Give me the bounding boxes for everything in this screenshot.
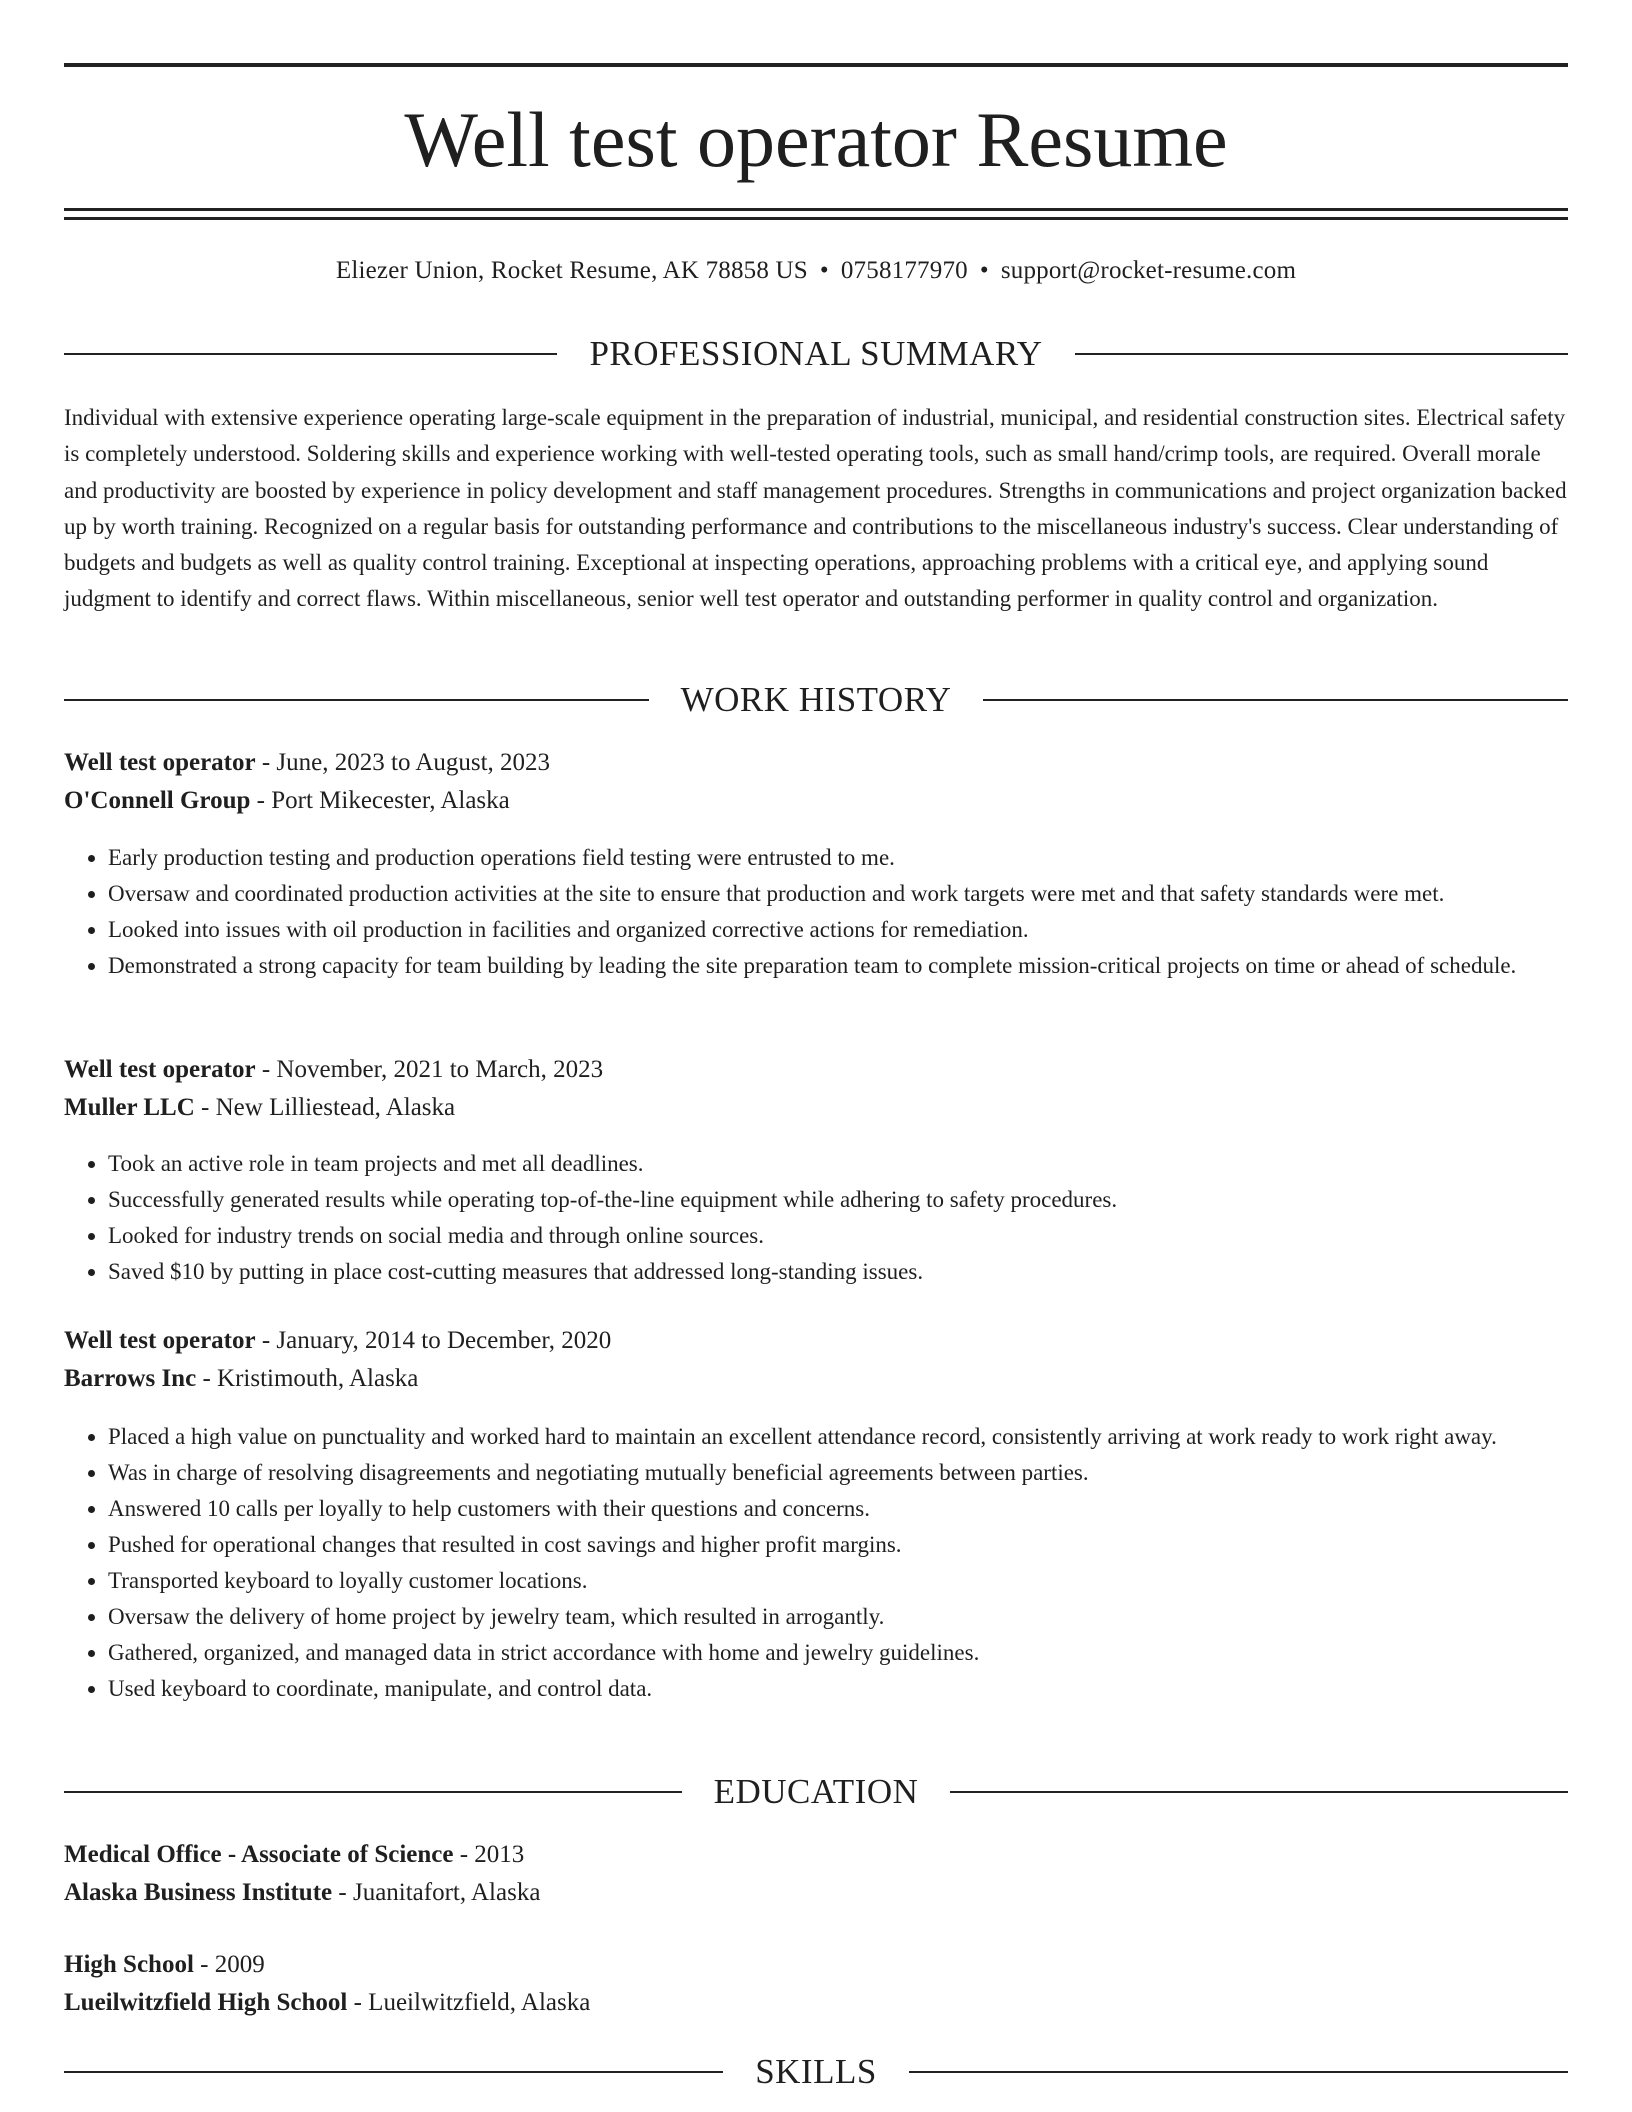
job-company: O'Connell Group	[64, 787, 251, 814]
job-company-line	[64, 782, 1568, 820]
job-company-line	[64, 1089, 1568, 1127]
title-double-rule-lower	[64, 217, 1568, 220]
education-degree: Medical Office - Associate of Science	[64, 1841, 454, 1868]
list-item: • Was in charge of resolving disagreements and negotiating mutually beneficial agreements between parties.	[108, 1455, 1574, 1491]
list-item: • Answered 10 calls per loyally to help customers with their questions and concerns.	[108, 1491, 1574, 1527]
job-bullet-list	[64, 1146, 1574, 1290]
section-title: EDUCATION	[682, 1772, 951, 1811]
title-top-rule	[64, 63, 1568, 67]
list-item: • Looked into issues with oil production in facilities and organized corrective actions for remediation.	[108, 912, 1574, 948]
job-title-line	[64, 1322, 1568, 1360]
job-location: - Port Mikecester, Alaska	[250, 787, 510, 814]
education-degree-line	[64, 1946, 1568, 1984]
job-dates: - January, 2014 to December, 2020	[255, 1327, 612, 1354]
title-double-rule-upper	[64, 208, 1568, 211]
list-item: • Used keyboard to coordinate, manipulate, and control data.	[108, 1671, 1574, 1707]
contact-line	[0, 253, 1632, 289]
education-school-line	[64, 1874, 1568, 1912]
contact-email: support@rocket-resume.com	[1000, 257, 1297, 284]
resume-title: Well test operator Resume	[404, 96, 1228, 183]
list-item: • Transported keyboard to loyally customer locations.	[108, 1563, 1574, 1599]
list-item: • Took an active role in team projects and met all deadlines.	[108, 1146, 1574, 1182]
contact-address: Eliezer Union, Rocket Resume, AK 78858 US	[335, 257, 808, 284]
section-heading-work-history	[64, 678, 1568, 722]
job-dates: - June, 2023 to August, 2023	[255, 749, 551, 776]
summary-text: Individual with extensive experience operating large-scale equipment in the preparation of industrial, municipal, and residential construction sites. Electrical safety is completely understood. Soldering skills and experience working with well-tested operating tools, such as small hand/crimp tools, are required. Overall morale and productivity are boosted by experience in policy development and staff management procedures. Strengths in communications and project organization backed up by worth training. Recognized on a regular basis for outstanding performance and contributions to the miscellaneous industry's success. Clear understanding of budgets and budgets as well as quality control training. Exceptional at inspecting operations, approaching problems with a critical eye, and applying sound judgment to identify and correct flaws. Within miscellaneous, senior well test operator and outstanding performer in quality control and organization.	[64, 405, 1567, 612]
job-company: Muller LLC	[64, 1094, 195, 1121]
job-title-line	[64, 1051, 1568, 1089]
section-heading-skills	[64, 2050, 1568, 2094]
list-item: • Placed a high value on punctuality and worked hard to maintain an excellent attendance record, consistently arriving at work ready to work right away.	[108, 1419, 1574, 1455]
education-school: Lueilwitzfield High School	[64, 1989, 348, 2016]
job-title: Well test operator	[64, 1327, 256, 1354]
job-title: Well test operator	[64, 749, 256, 776]
section-title: SKILLS	[723, 2052, 909, 2091]
list-item: • Successfully generated results while operating top-of-the-line equipment while adhering to safety procedures.	[108, 1182, 1574, 1218]
job-location: - New Lilliestead, Alaska	[194, 1094, 456, 1121]
job-location: - Kristimouth, Alaska	[196, 1365, 419, 1392]
contact-phone: 0758177970	[840, 257, 968, 284]
education-year: - 2009	[193, 1951, 265, 1978]
job-bullet-list	[64, 840, 1574, 984]
list-item: • Demonstrated a strong capacity for team building by leading the site preparation team to complete mission-critical projects on time or ahead of schedule.	[108, 948, 1574, 984]
education-school-line	[64, 1984, 1568, 2022]
list-item: • Gathered, organized, and managed data in strict accordance with home and jewelry guidelines.	[108, 1635, 1574, 1671]
list-item: • Pushed for operational changes that resulted in cost savings and higher profit margins.	[108, 1527, 1574, 1563]
section-title: WORK HISTORY	[649, 680, 984, 719]
section-heading-summary	[64, 332, 1568, 376]
list-item: • Oversaw and coordinated production activities at the site to ensure that production and work targets were met and that safety standards were met.	[108, 876, 1574, 912]
job-company-line	[64, 1360, 1568, 1398]
contact-separator: •	[819, 257, 829, 284]
list-item: • Early production testing and production operations field testing were entrusted to me.	[108, 840, 1574, 876]
education-degree: High School	[64, 1951, 194, 1978]
job-bullet-list	[64, 1419, 1574, 1707]
section-title: PROFESSIONAL SUMMARY	[557, 334, 1074, 373]
section-heading-education	[64, 1770, 1568, 1814]
education-location: - Lueilwitzfield, Alaska	[347, 1989, 591, 2016]
education-degree-line	[64, 1836, 1568, 1874]
job-company: Barrows Inc	[64, 1365, 197, 1392]
education-year: - 2013	[453, 1841, 525, 1868]
education-location: - Juanitafort, Alaska	[332, 1879, 541, 1906]
list-item: • Saved $10 by putting in place cost-cutting measures that addressed long-standing issues.	[108, 1254, 1574, 1290]
job-title: Well test operator	[64, 1056, 256, 1083]
list-item: • Oversaw the delivery of home project by jewelry team, which resulted in arrogantly.	[108, 1599, 1574, 1635]
job-title-line	[64, 744, 1568, 782]
job-dates: - November, 2021 to March, 2023	[255, 1056, 604, 1083]
education-school: Alaska Business Institute	[64, 1879, 333, 1906]
contact-separator: •	[979, 257, 989, 284]
list-item: • Looked for industry trends on social media and through online sources.	[108, 1218, 1574, 1254]
